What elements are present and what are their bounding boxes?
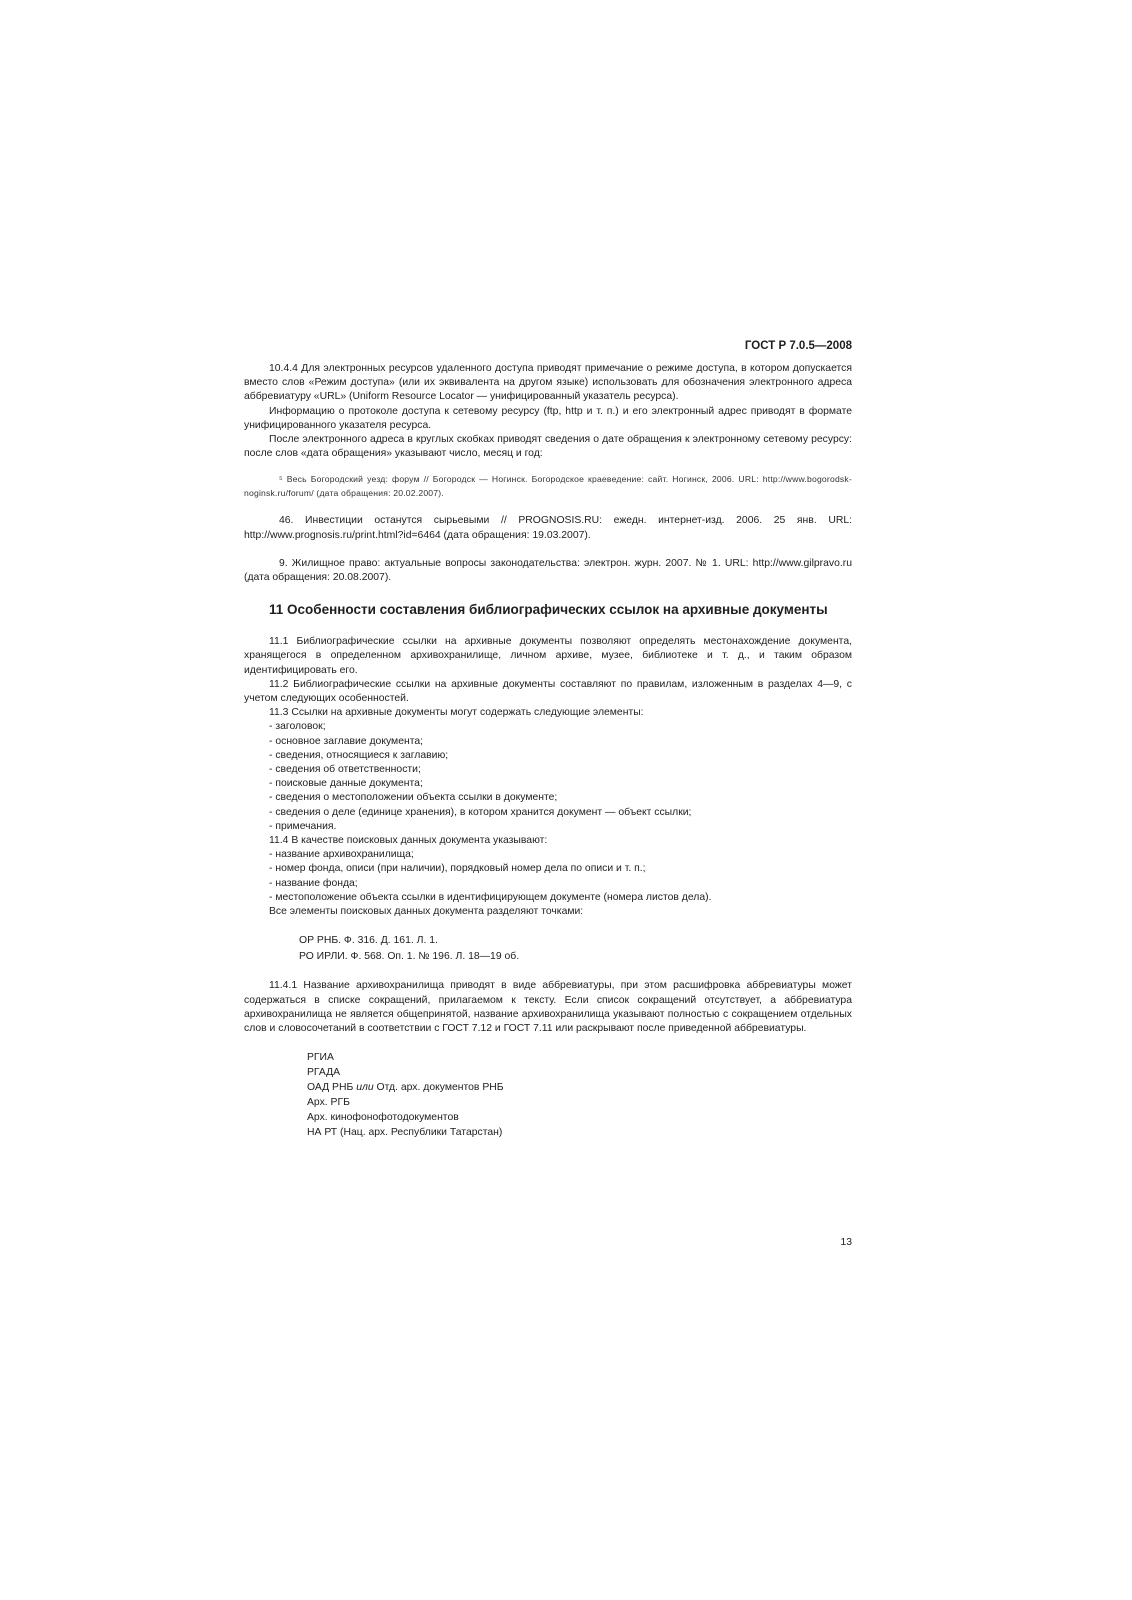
example-prognosis: 46. Инвестиции останутся сырьевыми // PROGNOSIS.RU: ежедн. интернет-изд. 2006. 25 янв. URL: http://www.prognosis.ru/print.html?id=6464 (дата обращения: 19.03.2007). — [244, 515, 852, 541]
list-item: - сведения о деле (единице хранения), в котором хранится документ — объект ссылки; — [269, 806, 692, 818]
abbr-short: ОАД РНБ — [307, 1082, 354, 1094]
abbr-line — [307, 1080, 852, 1095]
example-bogorodsk: ⁵ Весь Богородский уезд: форум // Богородск — Ногинск. Богородское краеведение: сайт. Ногинск, 2006. URL: http://www.bogorodsk-noginsk.ru/forum/ (дата обращения: 20.02.2007). — [244, 474, 852, 499]
list-item: - примечания. — [269, 820, 337, 832]
section-11-title: 11 Особенности составления библиографических ссылок на архивные документы — [269, 602, 828, 618]
abbr-line: РГАДА — [307, 1067, 341, 1079]
list-item: - название архивохранилища; — [269, 849, 414, 861]
abbr-full: Отд. арх. документов РНБ — [376, 1082, 504, 1094]
list-item: - название фонда; — [269, 877, 358, 889]
example-line: ОР РНБ. Ф. 316. Д. 161. Л. 1. — [299, 935, 438, 947]
page-content — [244, 362, 852, 1140]
paragraph-10-4-4: 10.4.4 Для электронных ресурсов удаленного доступа приводят примечание о режиме доступа, в котором допускается вместо слов «Режим доступа» (или их эквивалента на другом языке) использовать для обозначения электронного адреса аббревиатуру «URL» (Uniform Resource Locator — унифицированный указатель ресурса). — [244, 363, 852, 403]
paragraph-11-4: 11.4 В качестве поисковых данных документа указывают: — [269, 835, 548, 847]
list-item: - сведения о местоположении объекта ссылки в документе; — [269, 792, 558, 804]
paragraph-11-1: 11.1 Библиографические ссылки на архивные документы позволяют определять местонахождение документа, хранящегося в определенном архивохранилище, личном архиве, музее, библиотеке и т. д., и таким образом идентифицировать его. — [244, 636, 852, 676]
example-gilpravo: 9. Жилищное право: актуальные вопросы законодательства: электрон. журн. 2007. № 1. URL: http://www.gilpravo.ru (дата обращения: 20.08.2007). — [244, 557, 852, 584]
abbr-line: Арх. кинофонофотодокументов — [307, 1112, 459, 1124]
abbr-line: НА РТ (Нац. арх. Республики Татарстан) — [307, 1127, 503, 1139]
list-item: - сведения об ответственности; — [269, 764, 421, 776]
list-11-3 — [244, 720, 852, 834]
paragraph-11-2: 11.2 Библиографические ссылки на архивные документы составляют по правилам, изложенным в разделах 4—9, с учетом следующих особенностей. — [244, 678, 852, 705]
list-item: - основное заглавие документа; — [269, 735, 424, 747]
list-11-4 — [244, 848, 852, 905]
example-line: РО ИРЛИ. Ф. 568. Оп. 1. № 196. Л. 18—19 об. — [299, 951, 520, 963]
list-item: - местоположение объекта ссылки в идентифицирующем документе (номера листов дела). — [269, 891, 712, 903]
abbreviation-examples — [244, 1050, 852, 1140]
abbr-line: Арх. РГБ — [307, 1097, 350, 1109]
paragraph-access-date: После электронного адреса в круглых скобках приводят сведения о дате обращения к электронному сетевому ресурсу: после слов «дата обращения» указывают число, месяц и год: — [244, 434, 852, 460]
page-number: 13 — [840, 1237, 852, 1248]
paragraph-protocol: Информацию о протоколе доступа к сетевому ресурсу (ftp, http и т. п.) и его электронный адрес приводят в формате унифицированного указателя ресурса. — [244, 405, 852, 431]
paragraph-11-3: 11.3 Ссылки на архивные документы могут содержать следующие элементы: — [269, 707, 644, 719]
abbr-line: РГИА — [307, 1052, 334, 1064]
paragraph-11-4-separator: Все элементы поисковых данных документа разделяют точками: — [269, 906, 584, 918]
paragraph-11-4-1: 11.4.1 Название архивохранилища приводят в виде аббревиатуры, при этом расшифровка аббревиатуры может содержаться в списке сокращений, прилагаемом к тексту. Если список сокращений отсутствует, а аббревиатура архивохранилища не является общепринятой, название архивохранилища указывают полностью с сокращением отдельных слов и словосочетаний в соответствии с ГОСТ 7.12 и ГОСТ 7.11 или раскрывают после приведенной аббревиатуры. — [244, 980, 852, 1034]
abbr-or: или — [356, 1082, 374, 1094]
list-item: - номер фонда, описи (при наличии), порядковый номер дела по описи и т. п.; — [269, 863, 646, 875]
example-archive-refs — [244, 933, 852, 965]
list-item: - поисковые данные документа; — [269, 778, 423, 790]
list-item: - сведения, относящиеся к заглавию; — [269, 749, 449, 761]
document-code-header: ГОСТ Р 7.0.5—2008 — [744, 340, 852, 352]
list-item: - заголовок; — [269, 721, 326, 733]
